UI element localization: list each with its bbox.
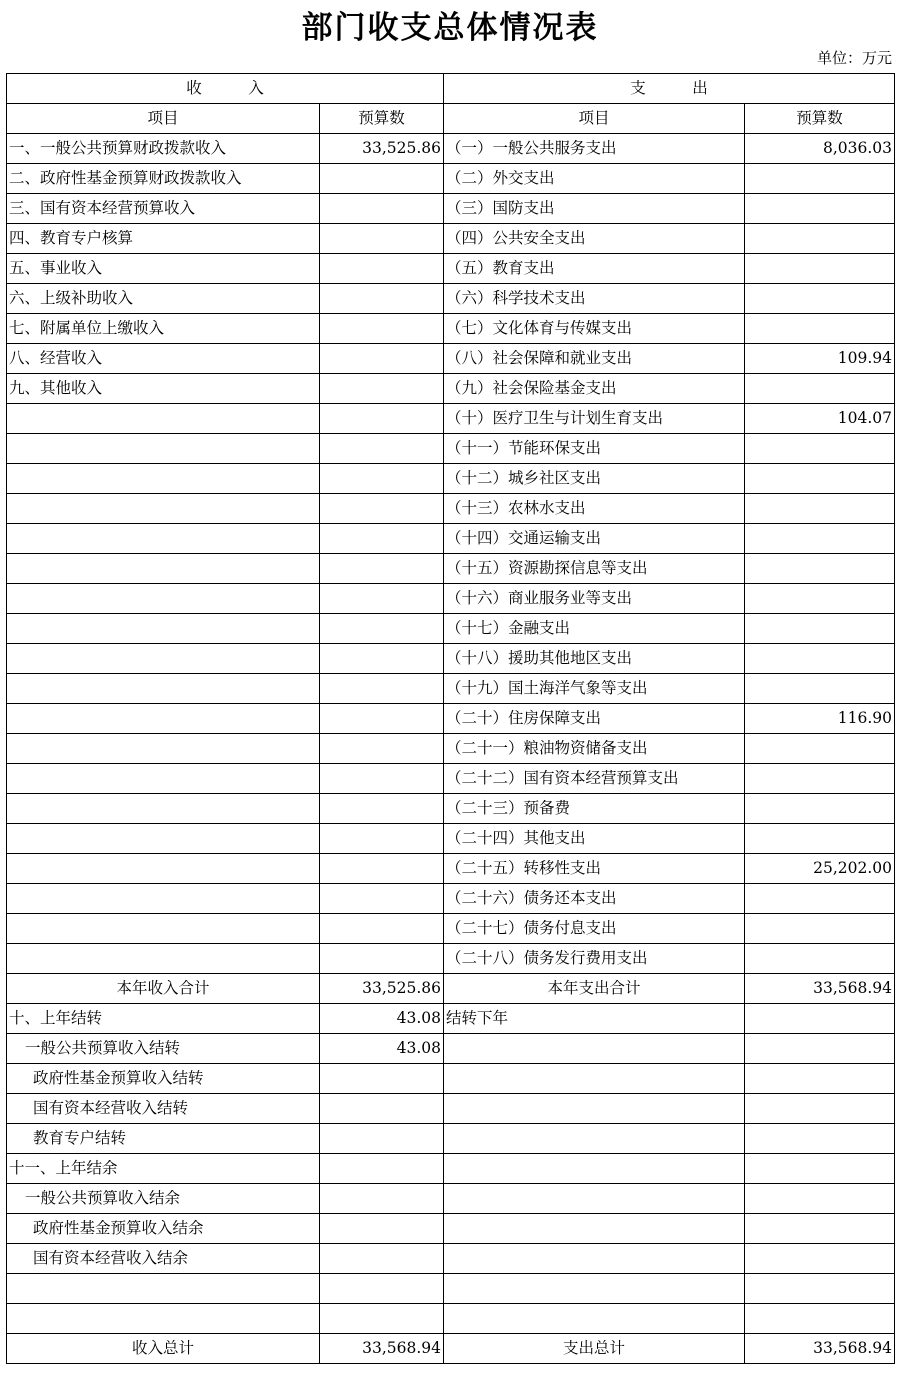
expense-item-cell: （十八）援助其他地区支出 — [444, 644, 745, 674]
expense-item-cell: （三）国防支出 — [444, 194, 745, 224]
income-item-cell: 本年收入合计 — [7, 974, 320, 1004]
income-item-cell: 三、国有资本经营预算收入 — [7, 194, 320, 224]
expense-budget-cell: 109.94 — [745, 344, 895, 374]
income-item-cell — [7, 434, 320, 464]
income-budget-cell — [320, 854, 444, 884]
expense-item-cell: （二十七）债务付息支出 — [444, 914, 745, 944]
income-item-cell — [7, 764, 320, 794]
expense-item-cell: （六）科学技术支出 — [444, 284, 745, 314]
expense-item-cell: （八）社会保障和就业支出 — [444, 344, 745, 374]
expense-item-cell — [444, 1154, 745, 1184]
expense-item-cell: （二十五）转移性支出 — [444, 854, 745, 884]
table-row — [7, 1124, 895, 1154]
expense-item-cell: （十九）国土海洋气象等支出 — [444, 674, 745, 704]
table-row — [7, 914, 895, 944]
income-section-header: 收 入 — [7, 74, 444, 104]
expense-budget-header: 预算数 — [745, 104, 895, 134]
expense-budget-cell — [745, 464, 895, 494]
expense-item-cell: （二十二）国有资本经营预算支出 — [444, 764, 745, 794]
expense-budget-cell — [745, 1304, 895, 1334]
unit-label: 单位：万元 — [816, 49, 892, 67]
income-budget-cell — [320, 464, 444, 494]
table-row — [7, 1214, 895, 1244]
table-row — [7, 434, 895, 464]
table-row — [7, 764, 895, 794]
expense-item-cell — [444, 1064, 745, 1094]
expense-item-cell: （二十）住房保障支出 — [444, 704, 745, 734]
income-item-cell: 教育专户结转 — [7, 1124, 320, 1154]
table-row — [7, 1064, 895, 1094]
expense-budget-cell — [745, 284, 895, 314]
income-item-cell: 七、附属单位上缴收入 — [7, 314, 320, 344]
income-budget-cell — [320, 764, 444, 794]
expense-budget-cell: 116.90 — [745, 704, 895, 734]
expense-budget-cell: 33,568.94 — [745, 974, 895, 1004]
income-item-cell — [7, 644, 320, 674]
expense-budget-cell — [745, 1154, 895, 1184]
expense-budget-cell: 104.07 — [745, 404, 895, 434]
income-item-cell — [7, 554, 320, 584]
expense-item-cell: （十七）金融支出 — [444, 614, 745, 644]
income-budget-cell — [320, 1184, 444, 1214]
income-item-cell — [7, 704, 320, 734]
income-budget-cell: 43.08 — [320, 1004, 444, 1034]
income-item-header: 项目 — [7, 104, 320, 134]
income-budget-cell — [320, 554, 444, 584]
income-budget-cell — [320, 194, 444, 224]
income-item-cell: 八、经营收入 — [7, 344, 320, 374]
income-item-cell: 收入总计 — [7, 1334, 320, 1364]
income-budget-cell — [320, 1244, 444, 1274]
expense-item-cell: （九）社会保险基金支出 — [444, 374, 745, 404]
expense-budget-cell — [745, 824, 895, 854]
expense-budget-cell — [745, 374, 895, 404]
income-budget-cell — [320, 884, 444, 914]
income-budget-cell — [320, 284, 444, 314]
income-budget-cell — [320, 404, 444, 434]
expense-budget-cell — [745, 614, 895, 644]
income-item-cell — [7, 1274, 320, 1304]
expense-item-cell: （十三）农林水支出 — [444, 494, 745, 524]
income-item-cell — [7, 494, 320, 524]
income-budget-cell: 43.08 — [320, 1034, 444, 1064]
expense-budget-cell — [745, 194, 895, 224]
expense-item-cell: 本年支出合计 — [444, 974, 745, 1004]
table-row — [7, 1004, 895, 1034]
expense-budget-cell — [745, 1214, 895, 1244]
expense-budget-cell — [745, 794, 895, 824]
income-budget-cell — [320, 524, 444, 554]
expense-item-cell: （十二）城乡社区支出 — [444, 464, 745, 494]
income-budget-cell — [320, 614, 444, 644]
income-item-cell: 十、上年结转 — [7, 1004, 320, 1034]
income-item-cell — [7, 794, 320, 824]
income-item-cell — [7, 524, 320, 554]
income-item-cell — [7, 854, 320, 884]
income-budget-cell — [320, 494, 444, 524]
table-row — [7, 974, 895, 1004]
expense-item-cell: （四）公共安全支出 — [444, 224, 745, 254]
income-budget-cell — [320, 374, 444, 404]
section-header-row — [7, 74, 895, 104]
expense-budget-cell — [745, 254, 895, 284]
income-item-cell: 五、事业收入 — [7, 254, 320, 284]
income-budget-cell: 33,568.94 — [320, 1334, 444, 1364]
expense-item-cell: （十四）交通运输支出 — [444, 524, 745, 554]
expense-item-cell: （七）文化体育与传媒支出 — [444, 314, 745, 344]
expense-item-cell: （二十八）债务发行费用支出 — [444, 944, 745, 974]
expense-item-cell — [444, 1274, 745, 1304]
income-budget-cell — [320, 1304, 444, 1334]
expense-budget-cell — [745, 1244, 895, 1274]
income-budget-cell — [320, 674, 444, 704]
expense-budget-cell — [745, 944, 895, 974]
table-row — [7, 254, 895, 284]
expense-budget-cell: 33,568.94 — [745, 1334, 895, 1364]
table-row — [7, 464, 895, 494]
income-item-cell: 一、一般公共预算财政拨款收入 — [7, 134, 320, 164]
income-budget-cell — [320, 1154, 444, 1184]
table-row — [7, 1034, 895, 1064]
income-item-cell: 二、政府性基金预算财政拨款收入 — [7, 164, 320, 194]
expense-budget-cell — [745, 1094, 895, 1124]
expense-budget-cell: 25,202.00 — [745, 854, 895, 884]
expense-item-cell: 结转下年 — [444, 1004, 745, 1034]
income-item-cell: 国有资本经营收入结余 — [7, 1244, 320, 1274]
income-budget-cell — [320, 314, 444, 344]
expense-item-cell: （十五）资源勘探信息等支出 — [444, 554, 745, 584]
expense-budget-cell — [745, 554, 895, 584]
expense-budget-cell — [745, 1004, 895, 1034]
expense-budget-cell — [745, 914, 895, 944]
income-budget-cell — [320, 1274, 444, 1304]
expense-budget-cell — [745, 1184, 895, 1214]
income-item-cell — [7, 914, 320, 944]
table-row — [7, 1274, 895, 1304]
income-item-cell — [7, 1304, 320, 1334]
income-budget-cell — [320, 824, 444, 854]
budget-table — [6, 73, 895, 1364]
expense-budget-cell — [745, 494, 895, 524]
table-row — [7, 524, 895, 554]
income-item-cell — [7, 584, 320, 614]
income-budget-cell — [320, 344, 444, 374]
income-item-cell: 四、教育专户核算 — [7, 224, 320, 254]
table-row — [7, 614, 895, 644]
table-row — [7, 584, 895, 614]
expense-item-cell: （一）一般公共服务支出 — [444, 134, 745, 164]
expense-item-cell — [444, 1244, 745, 1274]
table-row — [7, 1304, 895, 1334]
table-row — [7, 704, 895, 734]
expense-budget-cell — [745, 434, 895, 464]
expense-budget-cell — [745, 584, 895, 614]
income-budget-cell — [320, 164, 444, 194]
income-budget-cell — [320, 1064, 444, 1094]
income-budget-cell: 33,525.86 — [320, 974, 444, 1004]
income-budget-cell — [320, 1214, 444, 1244]
income-item-cell: 一般公共预算收入结转 — [7, 1034, 320, 1064]
expense-budget-cell: 8,036.03 — [745, 134, 895, 164]
page-title: 部门收支总体情况表 — [301, 10, 599, 46]
income-item-cell: 国有资本经营收入结转 — [7, 1094, 320, 1124]
expense-item-cell — [444, 1034, 745, 1064]
table-row — [7, 1184, 895, 1214]
income-budget-cell — [320, 914, 444, 944]
expense-budget-cell — [745, 224, 895, 254]
expense-item-cell: （五）教育支出 — [444, 254, 745, 284]
income-budget-cell — [320, 734, 444, 764]
expense-item-cell: （二十一）粮油物资储备支出 — [444, 734, 745, 764]
income-budget-header: 预算数 — [320, 104, 444, 134]
expense-item-cell: （二十三）预备费 — [444, 794, 745, 824]
table-row — [7, 1244, 895, 1274]
income-budget-cell — [320, 1094, 444, 1124]
income-item-cell — [7, 824, 320, 854]
expense-section-header: 支 出 — [444, 74, 895, 104]
table-row — [7, 314, 895, 344]
income-budget-cell — [320, 224, 444, 254]
expense-item-cell — [444, 1304, 745, 1334]
table-row — [7, 194, 895, 224]
income-item-cell: 一般公共预算收入结余 — [7, 1184, 320, 1214]
income-item-cell: 六、上级补助收入 — [7, 284, 320, 314]
table-row — [7, 1334, 895, 1364]
table-row — [7, 404, 895, 434]
income-budget-cell — [320, 434, 444, 464]
expense-budget-cell — [745, 734, 895, 764]
table-row — [7, 224, 895, 254]
expense-budget-cell — [745, 674, 895, 704]
table-row — [7, 284, 895, 314]
table-row — [7, 134, 895, 164]
expense-budget-cell — [745, 764, 895, 794]
expense-item-cell: （二十四）其他支出 — [444, 824, 745, 854]
table-row — [7, 344, 895, 374]
column-header-row — [7, 104, 895, 134]
expense-budget-cell — [745, 314, 895, 344]
income-item-cell — [7, 944, 320, 974]
table-row — [7, 734, 895, 764]
table-row — [7, 1154, 895, 1184]
expense-item-cell: 支出总计 — [444, 1334, 745, 1364]
income-item-cell: 政府性基金预算收入结转 — [7, 1064, 320, 1094]
income-budget-cell — [320, 644, 444, 674]
income-item-cell — [7, 404, 320, 434]
income-budget-cell — [320, 254, 444, 284]
table-row — [7, 1094, 895, 1124]
table-row — [7, 944, 895, 974]
expense-item-cell: （十）医疗卫生与计划生育支出 — [444, 404, 745, 434]
income-item-cell — [7, 614, 320, 644]
income-budget-cell — [320, 794, 444, 824]
expense-budget-cell — [745, 1274, 895, 1304]
expense-item-header: 项目 — [444, 104, 745, 134]
income-item-cell: 政府性基金预算收入结余 — [7, 1214, 320, 1244]
table-row — [7, 854, 895, 884]
table-row — [7, 824, 895, 854]
expense-item-cell: （二十六）债务还本支出 — [444, 884, 745, 914]
table-row — [7, 494, 895, 524]
income-budget-cell — [320, 944, 444, 974]
expense-budget-cell — [745, 644, 895, 674]
expense-item-cell — [444, 1094, 745, 1124]
income-budget-cell — [320, 584, 444, 614]
expense-budget-cell — [745, 884, 895, 914]
expense-budget-cell — [745, 164, 895, 194]
income-budget-cell: 33,525.86 — [320, 134, 444, 164]
income-item-cell: 十一、上年结余 — [7, 1154, 320, 1184]
table-row — [7, 164, 895, 194]
income-item-cell — [7, 734, 320, 764]
expense-budget-cell — [745, 1034, 895, 1064]
expense-budget-cell — [745, 1064, 895, 1094]
table-row — [7, 794, 895, 824]
expense-item-cell — [444, 1214, 745, 1244]
expense-budget-cell — [745, 524, 895, 554]
table-row — [7, 674, 895, 704]
expense-item-cell: （二）外交支出 — [444, 164, 745, 194]
expense-item-cell: （十六）商业服务业等支出 — [444, 584, 745, 614]
table-row — [7, 374, 895, 404]
table-row — [7, 644, 895, 674]
expense-budget-cell — [745, 1124, 895, 1154]
expense-item-cell: （十一）节能环保支出 — [444, 434, 745, 464]
income-item-cell — [7, 464, 320, 494]
income-item-cell: 九、其他收入 — [7, 374, 320, 404]
expense-item-cell — [444, 1124, 745, 1154]
income-budget-cell — [320, 704, 444, 734]
income-item-cell — [7, 674, 320, 704]
income-budget-cell — [320, 1124, 444, 1154]
table-row — [7, 554, 895, 584]
expense-item-cell — [444, 1184, 745, 1214]
table-row — [7, 884, 895, 914]
income-item-cell — [7, 884, 320, 914]
